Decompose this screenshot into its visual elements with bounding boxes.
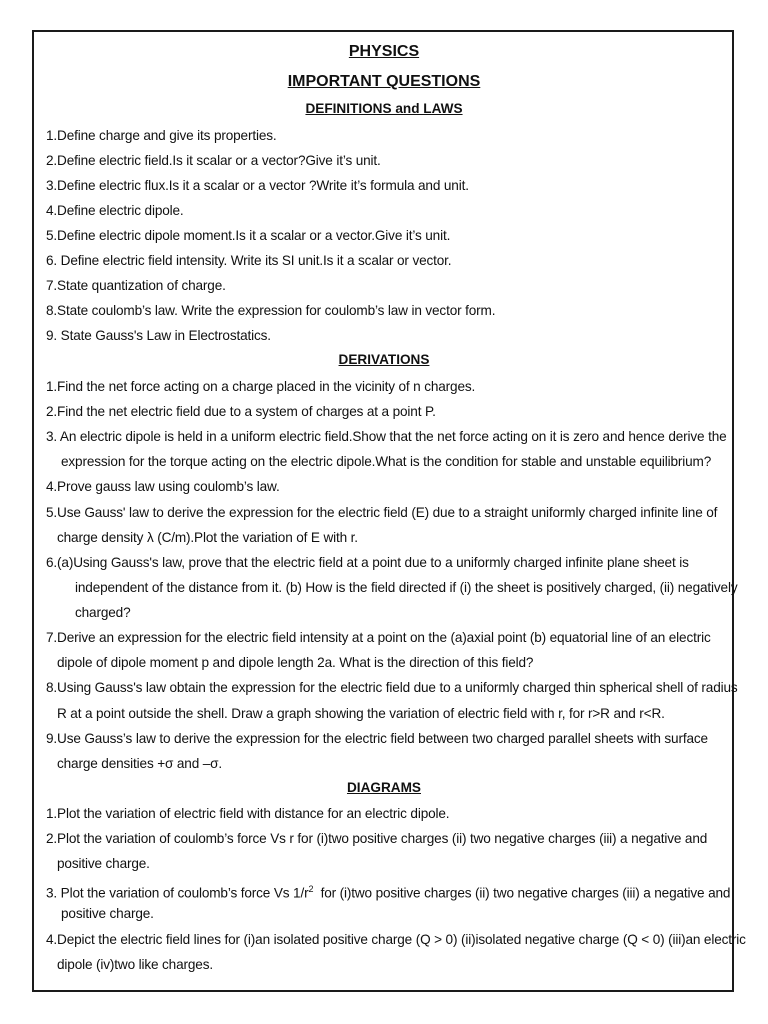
question-item: 3.Define electric flux.Is it a scalar or a vector ?Write it’s formula and unit. <box>46 178 469 193</box>
question-item-continuation: expression for the torque acting on the electric dipole.What is the condition for stable and unstable equilibrium? <box>61 454 712 469</box>
question-item: 2.Find the net electric field due to a system of charges at a point P. <box>46 404 436 419</box>
question-item: 4.Define electric dipole. <box>46 203 184 218</box>
question-item: 1.Define charge and give its properties. <box>46 128 277 143</box>
section-heading-diagrams: DIAGRAMS <box>346 780 421 795</box>
question-item-continuation: charge density λ (C/m).Plot the variation of E with r. <box>57 530 358 545</box>
question-item-text: for (i)two positive charges (ii) two negative charges (iii) a negative and <box>320 885 731 901</box>
question-item: 8.Using Gauss's law obtain the expression for the electric field due to a uniformly charged thin spherical shell of radius <box>46 680 738 695</box>
question-item: 6.(a)Using Gauss's law, prove that the electric field at a point due to a uniformly charged infinite plane sheet is <box>46 555 689 570</box>
question-item: 7.State quantization of charge. <box>46 278 226 293</box>
question-item-continuation: positive charge. <box>61 906 154 921</box>
page-title: PHYSICS <box>348 43 420 60</box>
question-item: 8.State coulomb’s law. Write the expression for coulomb’s law in vector form. <box>46 303 496 318</box>
question-item <box>46 880 730 903</box>
question-item: 7.Derive an expression for the electric field intensity at a point on the (a)axial point (b) equatorial line of an electric <box>46 630 711 645</box>
page-subtitle: IMPORTANT QUESTIONS <box>287 73 481 90</box>
question-item: 1.Plot the variation of electric field with distance for an electric dipole. <box>46 806 450 821</box>
question-item: 2.Plot the variation of coulomb’s force Vs r for (i)two positive charges (ii) two negative charges (iii) a negative and <box>46 831 708 846</box>
question-item: 9. State Gauss's Law in Electrostatics. <box>46 328 271 343</box>
question-item-continuation: positive charge. <box>57 856 150 871</box>
question-item: 4.Prove gauss law using coulomb’s law. <box>46 479 280 494</box>
question-item-text: 3. Plot the variation of coulomb’s force Vs 1/r <box>46 885 309 901</box>
question-item: 9.Use Gauss’s law to derive the expression for the electric field between two charged parallel sheets with surface <box>46 731 708 746</box>
question-item-continuation: R at a point outside the shell. Draw a graph showing the variation of electric field with r, for r>R and r<R. <box>57 706 665 721</box>
question-item-continuation: dipole (iv)two like charges. <box>57 957 213 972</box>
question-item-continuation: independent of the distance from it. (b) How is the field directed if (i) the sheet is positively charged, (ii) negatively <box>75 580 738 595</box>
question-item: 5.Use Gauss' law to derive the expression for the electric field (E) due to a straight uniformly charged infinite line of <box>46 505 718 520</box>
section-heading-definitions: DEFINITIONS and LAWS <box>305 101 463 116</box>
section-heading-derivations: DERIVATIONS <box>338 352 430 367</box>
question-item: 4.Depict the electric field lines for (i)an isolated positive charge (Q > 0) (ii)isolated negative charge (Q < 0) (iii)an electric <box>46 932 746 947</box>
question-item: 5.Define electric dipole moment.Is it a scalar or a vector.Give it’s unit. <box>46 228 451 243</box>
question-item: 2.Define electric field.Is it scalar or a vector?Give it’s unit. <box>46 153 381 168</box>
question-item: 3. An electric dipole is held in a uniform electric field.Show that the net force acting on it is zero and hence derive the <box>46 429 727 444</box>
question-item: 6. Define electric field intensity. Write its SI unit.Is it a scalar or vector. <box>46 253 452 268</box>
question-item-text <box>313 886 320 901</box>
superscript-exponent: 2 <box>308 884 314 894</box>
question-item-continuation: charged? <box>75 605 131 620</box>
question-item-continuation: charge densities +σ and –σ. <box>57 756 223 771</box>
question-item-continuation: dipole of dipole moment p and dipole length 2a. What is the direction of this field? <box>57 655 534 670</box>
question-item: 1.Find the net force acting on a charge placed in the vicinity of n charges. <box>46 379 476 394</box>
